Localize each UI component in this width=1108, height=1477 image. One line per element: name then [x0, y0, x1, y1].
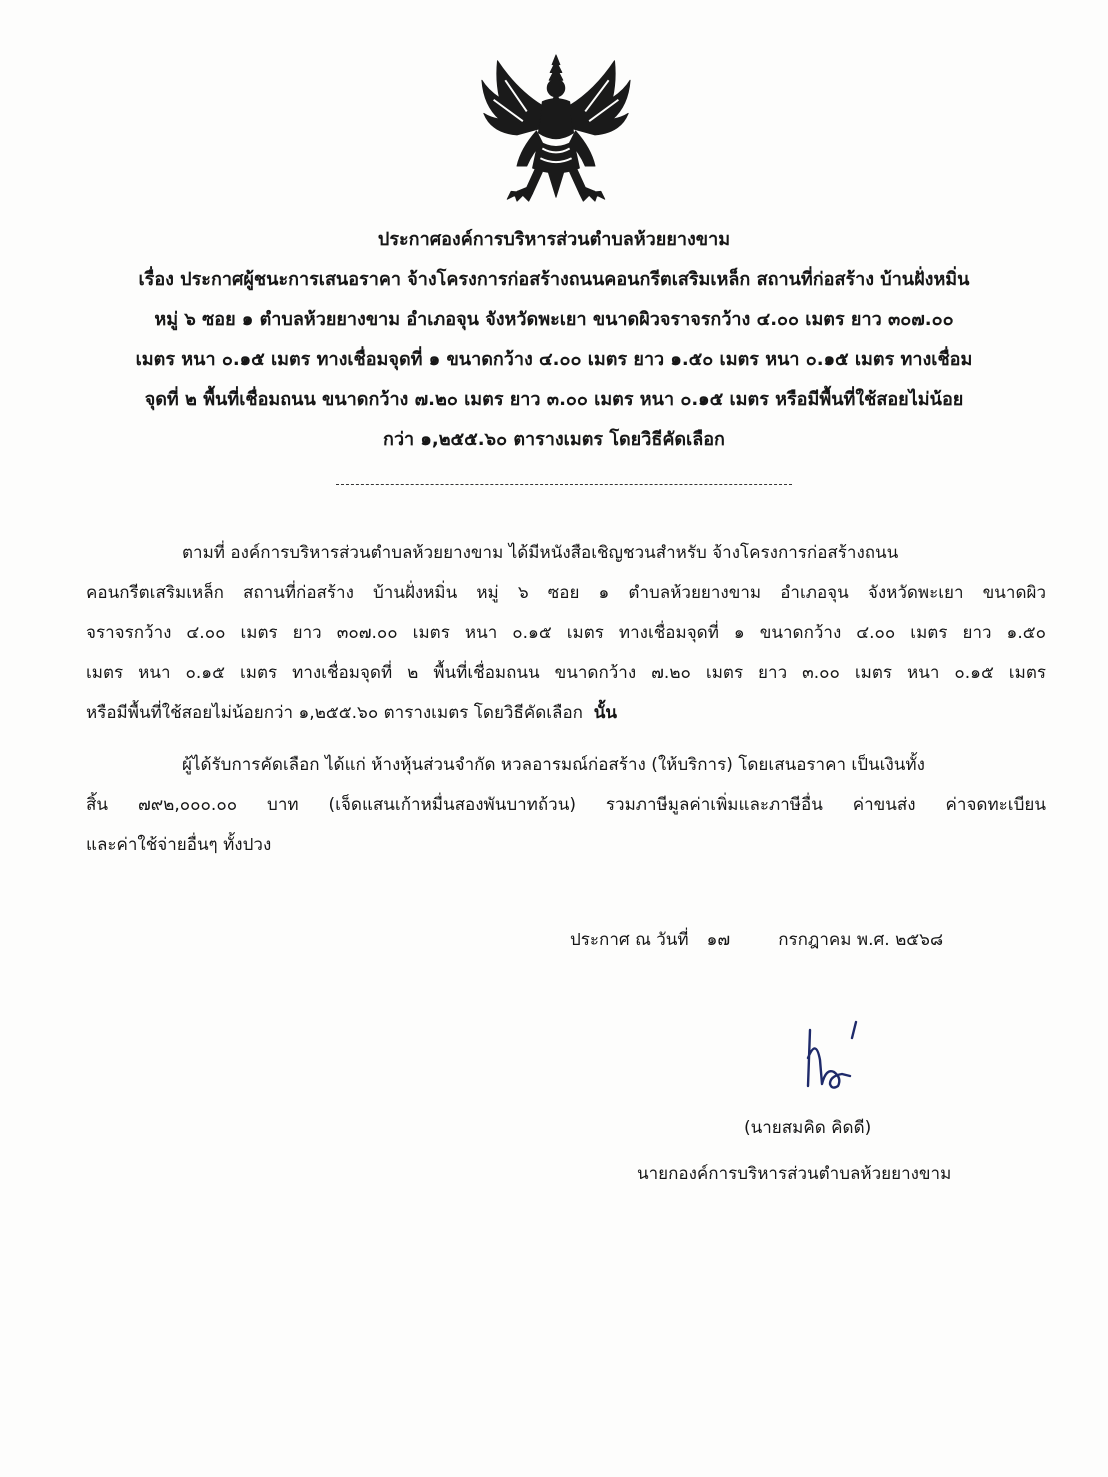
subject-line: กว่า ๑,๒๕๕.๖๐ ตารางเมตร โดยวิธีคัดเลือก — [383, 429, 725, 450]
paragraph-text: หรือมีพื้นที่ใช้สอยไม่น้อยกว่า ๑,๒๕๕.๖๐ ตารางเมตร โดยวิธีคัดเลือก — [86, 703, 583, 723]
announcement-date — [570, 920, 943, 960]
paragraph-line: ผู้ได้รับการคัดเลือก ได้แก่ ห้างหุ้นส่วนจำกัด หวลอารมณ์ก่อสร้าง (ให้บริการ) โดยเสนอราคา เป็นเงินทั้ง — [182, 755, 925, 775]
date-month-year: กรกฎาคม พ.ศ. ๒๕๖๘ — [778, 930, 944, 950]
paragraph-end-word: นั้น — [593, 703, 618, 723]
paragraph-line: คอนกรีตเสริมเหล็ก สถานที่ก่อสร้าง บ้านฝั่งหมิ่น หมู่ ๖ ซอย ๑ ตำบลห้วยยางขาม อำเภอจุน จังหวัดพะเยา ขนาดผิว — [86, 583, 1046, 603]
paragraph-last-line — [86, 693, 1046, 733]
signatory-position: นายกองค์การบริหารส่วนตำบลห้วยยางขาม — [637, 1164, 952, 1184]
garuda-emblem-icon — [478, 50, 634, 208]
subject-line: เรื่อง ประกาศผู้ชนะการเสนอราคา จ้างโครงการก่อสร้างถนนคอนกรีตเสริมเหล็ก สถานที่ก่อสร้าง บ้านฝั่งหมิ่น — [138, 269, 970, 290]
paragraph-reference — [86, 533, 1046, 733]
divider-line — [336, 484, 792, 486]
subject-line: เมตร หนา ๐.๑๕ เมตร ทางเชื่อมจุดที่ ๑ ขนาดกว้าง ๔.๐๐ เมตร ยาว ๑.๕๐ เมตร หนา ๐.๑๕ เมตร ทางเชื่อม — [135, 349, 973, 370]
signatory-name: (นายสมคิด คิดดี) — [744, 1118, 872, 1138]
organization-heading: ประกาศองค์การบริหารส่วนตำบลห้วยยางขาม — [377, 229, 731, 250]
date-day: ๑๗ — [706, 930, 731, 950]
paragraph-winner — [86, 745, 1046, 865]
handwritten-signature-icon — [790, 1018, 880, 1098]
announcement-subject — [82, 260, 1026, 460]
paragraph-line: สิ้น ๗๙๒,๐๐๐.๐๐ บาท (เจ็ดแสนเก้าหมื่นสองพันบาทถ้วน) รวมภาษีมูลค่าเพิ่มและภาษีอื่น ค่าขนส่ง ค่าจดทะเบียน — [86, 795, 1046, 815]
paragraph-line: และค่าใช้จ่ายอื่นๆ ทั้งปวง — [86, 835, 272, 855]
paragraph-line: จราจรกว้าง ๔.๐๐ เมตร ยาว ๓๐๗.๐๐ เมตร หนา ๐.๑๕ เมตร ทางเชื่อมจุดที่ ๑ ขนาดกว้าง ๔.๐๐ เมตร ยาว ๑.๕๐ — [86, 623, 1046, 643]
subject-line: หมู่ ๖ ซอย ๑ ตำบลห้วยยางขาม อำเภอจุน จังหวัดพะเยา ขนาดผิวจราจรกว้าง ๔.๐๐ เมตร ยาว ๓๐๗.๐๐ — [154, 309, 954, 330]
paragraph-line: ตามที่ องค์การบริหารส่วนตำบลห้วยยางขาม ได้มีหนังสือเชิญชวนสำหรับ จ้างโครงการก่อสร้างถนน — [182, 543, 899, 563]
date-prefix: ประกาศ ณ วันที่ — [570, 930, 689, 950]
paragraph-line: เมตร หนา ๐.๑๕ เมตร ทางเชื่อมจุดที่ ๒ พื้นที่เชื่อมถนน ขนาดกว้าง ๗.๒๐ เมตร ยาว ๓.๐๐ เมตร หนา ๐.๑๕ เมตร — [86, 663, 1046, 683]
subject-line: จุดที่ ๒ พื้นที่เชื่อมถนน ขนาดกว้าง ๗.๒๐ เมตร ยาว ๓.๐๐ เมตร หนา ๐.๑๕ เมตร หรือมีพื้นที่ใช้สอยไม่น้อย — [144, 389, 964, 410]
